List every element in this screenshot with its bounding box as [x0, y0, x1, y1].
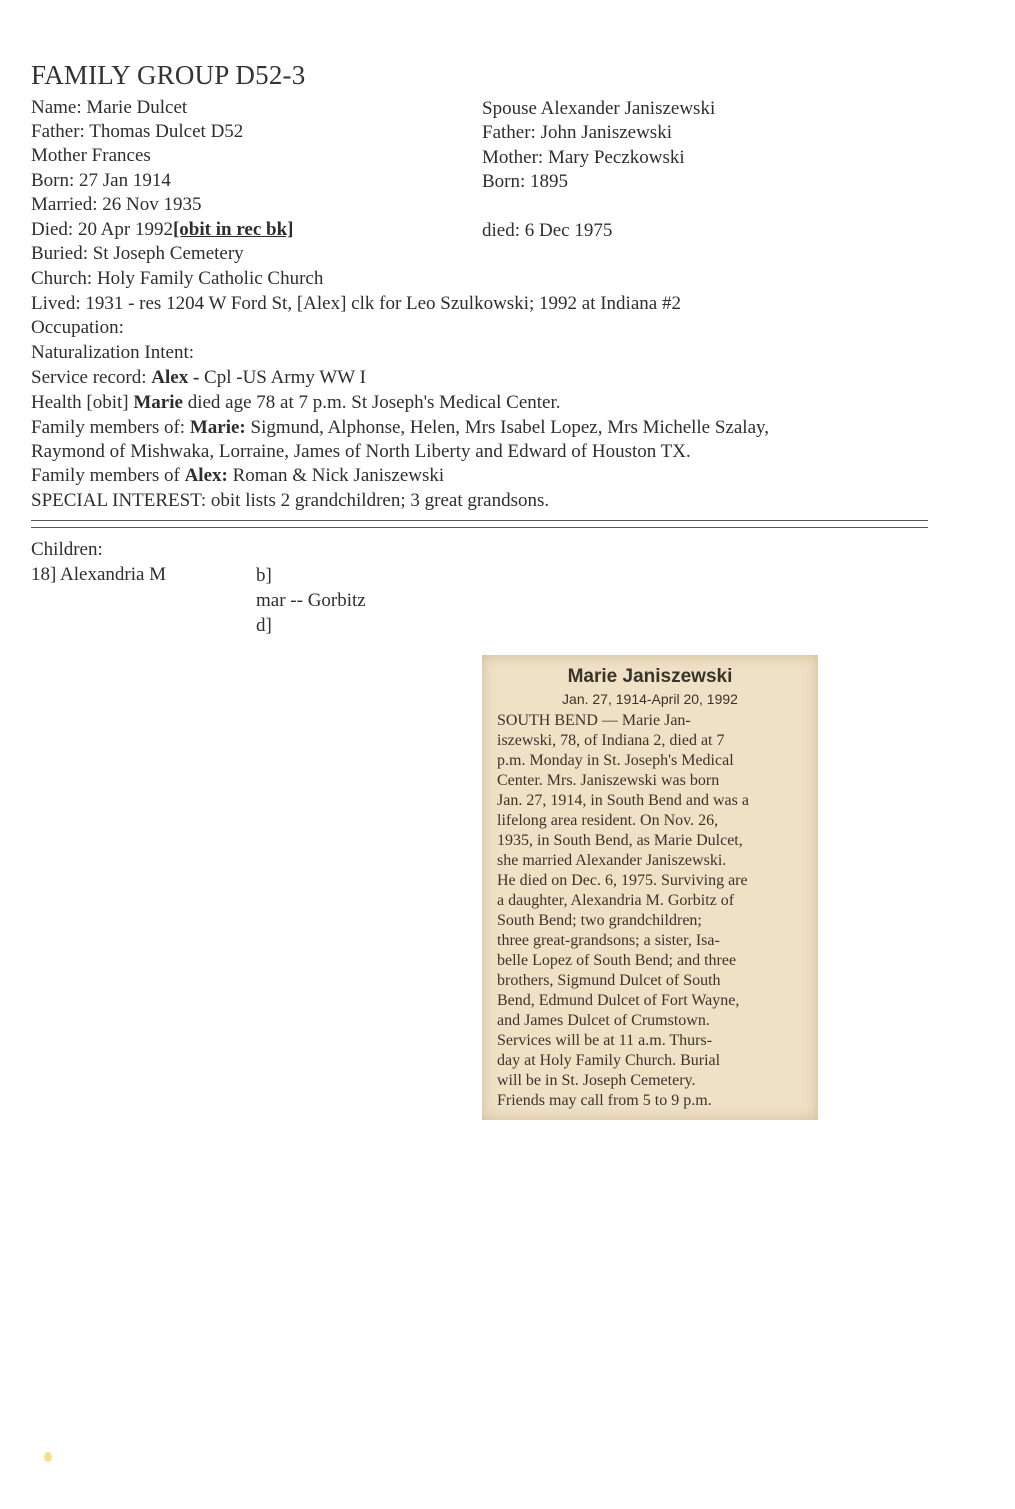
- health-name: Marie: [133, 392, 183, 413]
- service-record-field: [31, 366, 366, 390]
- obituary-line: Center. Mrs. Janiszewski was born: [497, 772, 720, 789]
- died-field: [31, 218, 293, 242]
- spouse-father-field: Father: John Janiszewski: [482, 122, 672, 143]
- obituary-headline: Marie Janiszewski: [567, 666, 733, 687]
- father-field: Father: Thomas Dulcet D52: [31, 121, 244, 142]
- family-alex-field: [31, 464, 444, 488]
- health-field: [31, 391, 561, 415]
- children-label: Children:: [31, 539, 103, 560]
- born-field: Born: 27 Jan 1914: [31, 170, 171, 191]
- family-alex-name: Alex:: [184, 465, 228, 486]
- spouse-mother-field: Mother: Mary Peczkowski: [482, 147, 685, 168]
- obituary-line: Friends may call from 5 to 9 p.m.: [497, 1092, 712, 1109]
- obituary-line: Jan. 27, 1914, in South Bend and was a: [497, 792, 749, 809]
- child-married: mar -- Gorbitz: [256, 590, 366, 611]
- buried-field: Buried: St Joseph Cemetery: [31, 243, 244, 264]
- child-born: b]: [256, 565, 272, 586]
- spouse-died-field: died: 6 Dec 1975: [482, 220, 613, 241]
- obituary-line: iszewski, 78, of Indiana 2, died at 7: [497, 732, 725, 749]
- family-marie-continued: Raymond of Mishwaka, Lorraine, James of North Liberty and Edward of Houston TX.: [31, 441, 691, 462]
- obituary-line: a daughter, Alexandria M. Gorbitz of: [497, 892, 735, 909]
- spouse-field: Spouse Alexander Janiszewski: [482, 98, 716, 119]
- health-rest: died age 78 at 7 p.m. St Joseph's Medical Center.: [182, 392, 561, 413]
- name-field: Name: Marie Dulcet: [31, 97, 188, 118]
- obituary-line: Bend, Edmund Dulcet of Fort Wayne,: [497, 992, 740, 1009]
- obituary-clipping: [482, 655, 818, 1120]
- occupation-field: Occupation:: [31, 317, 124, 338]
- naturalization-field: Naturalization Intent:: [31, 342, 195, 363]
- obituary-line: South Bend; two grandchildren;: [497, 912, 702, 929]
- service-name: Alex -: [151, 367, 200, 388]
- died-text: Died: 20 Apr 1992: [31, 219, 173, 240]
- obituary-line: lifelong area resident. On Nov. 26,: [497, 812, 719, 829]
- service-prefix: Service record:: [31, 367, 152, 388]
- obituary-line: belle Lopez of South Bend; and three: [497, 952, 737, 969]
- service-rest: Cpl -US Army WW I: [199, 367, 366, 388]
- obituary-line: will be in St. Joseph Cemetery.: [497, 1072, 696, 1089]
- health-prefix: Health [obit]: [31, 392, 134, 413]
- family-marie-name: Marie:: [189, 417, 246, 438]
- lived-field: Lived: 1931 - res 1204 W Ford St, [Alex] clk for Leo Szulkowski; 1992 at Indiana #2: [31, 293, 681, 314]
- obituary-line: Services will be at 11 a.m. Thurs-: [497, 1032, 713, 1049]
- obituary-line: p.m. Monday in St. Joseph's Medical: [497, 752, 734, 769]
- family-marie-field: [31, 416, 769, 440]
- child-name: 18] Alexandria M: [31, 564, 167, 585]
- family-marie-rest: Sigmund, Alphonse, Helen, Mrs Isabel Lopez, Mrs Michelle Szalay,: [245, 417, 770, 438]
- obituary-line: three great-grandsons; a sister, Isa-: [497, 932, 720, 949]
- obituary-line: and James Dulcet of Crumstown.: [497, 1012, 710, 1029]
- spouse-born-field: Born: 1895: [482, 171, 569, 192]
- paper-speck: [44, 1452, 52, 1462]
- double-divider: [31, 520, 928, 528]
- obit-reference: [obit in rec bk]: [172, 219, 294, 240]
- family-marie-prefix: Family members of:: [31, 417, 190, 438]
- family-alex-rest: Roman & Nick Janiszewski: [227, 465, 445, 486]
- church-field: Church: Holy Family Catholic Church: [31, 268, 324, 289]
- family-alex-prefix: Family members of: [31, 465, 185, 486]
- mother-field: Mother Frances: [31, 145, 151, 166]
- obituary-line: 1935, in South Bend, as Marie Dulcet,: [497, 832, 743, 849]
- obituary-line: SOUTH BEND — Marie Jan-: [497, 712, 691, 729]
- page-title: FAMILY GROUP D52-3: [31, 60, 306, 90]
- obituary-line: day at Holy Family Church. Burial: [497, 1052, 721, 1069]
- obituary-line: He died on Dec. 6, 1975. Surviving are: [497, 872, 748, 889]
- obituary-line: brothers, Sigmund Dulcet of South: [497, 972, 721, 989]
- obituary-line: she married Alexander Janiszewski.: [497, 852, 727, 869]
- child-died: d]: [256, 615, 272, 636]
- obituary-dates: Jan. 27, 1914-April 20, 1992: [562, 691, 738, 707]
- special-interest-field: SPECIAL INTEREST: obit lists 2 grandchildren; 3 great grandsons.: [31, 490, 550, 511]
- married-field: Married: 26 Nov 1935: [31, 194, 202, 215]
